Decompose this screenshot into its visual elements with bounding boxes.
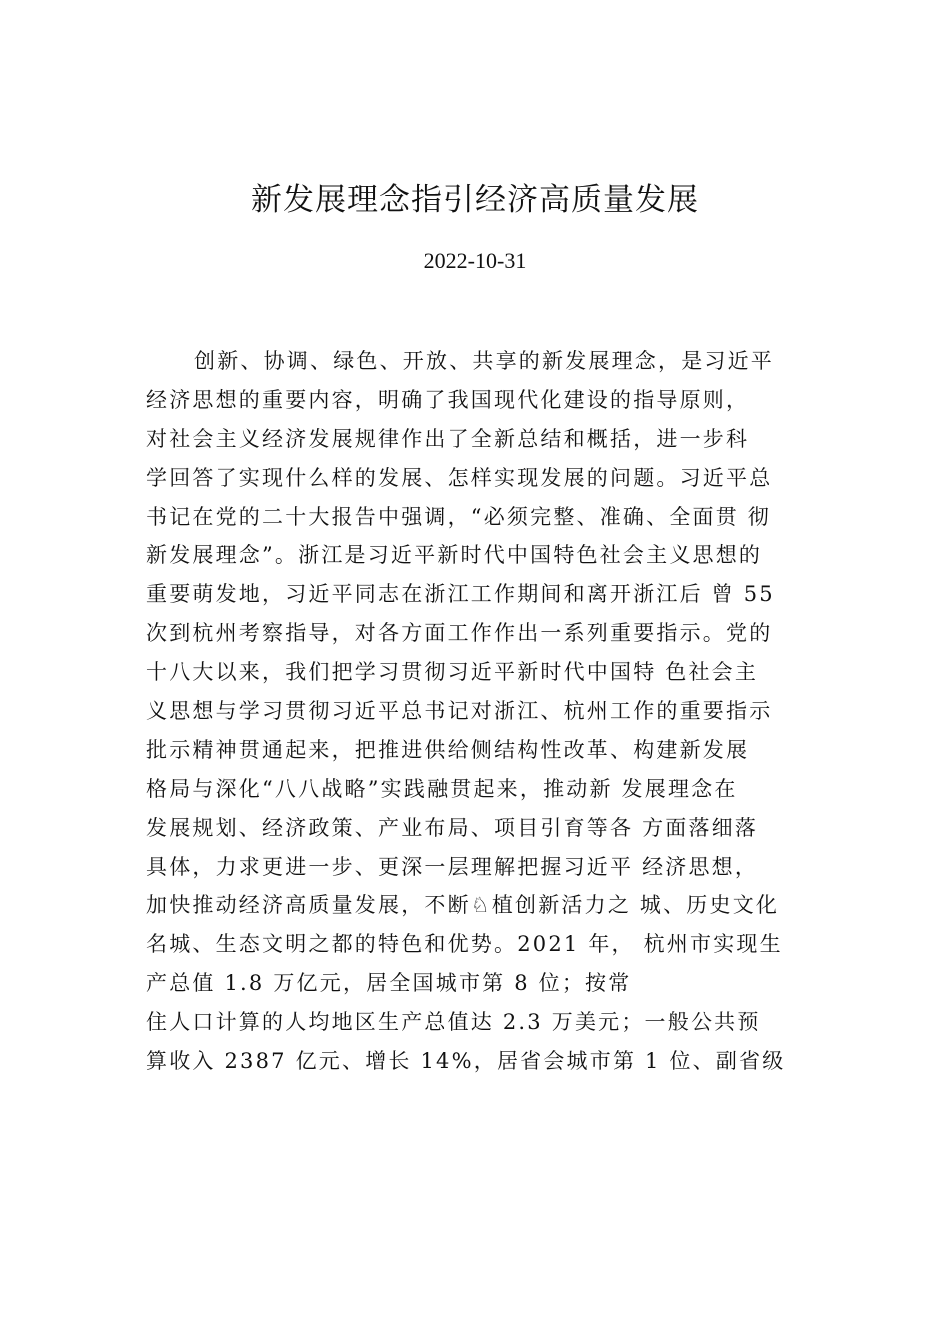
text-line: 住人口计算的人均地区生产总值达 2.3 万美元；一般公共预 (146, 1010, 761, 1035)
document-title: 新发展理念指引经济高质量发展 (251, 182, 699, 218)
text-line: 义思想与学习贯彻习近平总书记对浙江、杭州工作的重要指示 (146, 699, 773, 724)
text-line: 重要萌发地，习近平同志在浙江工作期间和离开浙江后 曾 55 (146, 582, 775, 607)
text-line: 十八大以来，我们把学习贯彻习近平新时代中国特 色社会主 (146, 660, 759, 685)
text-line: 学回答了实现什么样的发展、怎样实现发展的问题。习近平总 (146, 465, 773, 490)
text-line: 对社会主义经济发展规律作出了全新总结和概括，进一步科 (146, 426, 750, 451)
text-line: 书记在党的二十大报告中强调，“必须完整、准确、全面贯 彻 (146, 504, 772, 529)
text-line: 创新、协调、绿色、开放、共享的新发展理念，是习近平 (194, 349, 774, 373)
text-line: 产总值 1.8 万亿元，居全国城市第 8 位；按常 (146, 971, 632, 996)
text-line: 次到杭州考察指导，对各方面工作作出一系列重要指示。党的 (146, 621, 773, 646)
text-line: 发展规划、经济政策、产业布局、项目引育等各 方面落细落 (146, 815, 759, 840)
text-line: 名城、生态文明之都的特色和优势。2021 年， 杭州市实现生 (146, 932, 783, 957)
text-line: 经济思想的重要内容，明确了我国现代化建设的指导原则， (146, 387, 750, 412)
text-line: 批示精神贯通起来，把推进供给侧结构性改革、构建新发展 (146, 737, 750, 762)
text-line: 新发展理念”。浙江是习近平新时代中国特色社会主义思想的 (146, 543, 763, 568)
text-line: 加快推动经济高质量发展，不断♘植创新活力之 城、历史文化 (146, 893, 780, 918)
text-line: 具体，力求更进一步、更深一层理解把握习近平 经济思想， (146, 854, 759, 879)
document-date: 2022-10-31 (423, 248, 527, 273)
body-paragraph (146, 342, 846, 1081)
text-line: 格局与深化“八八战略”实践融贯起来，推动新 发展理念在 (146, 776, 738, 801)
text-line: 算收入 2387 亿元、增长 14%，居省会城市第 1 位、副省级 (146, 1049, 786, 1074)
